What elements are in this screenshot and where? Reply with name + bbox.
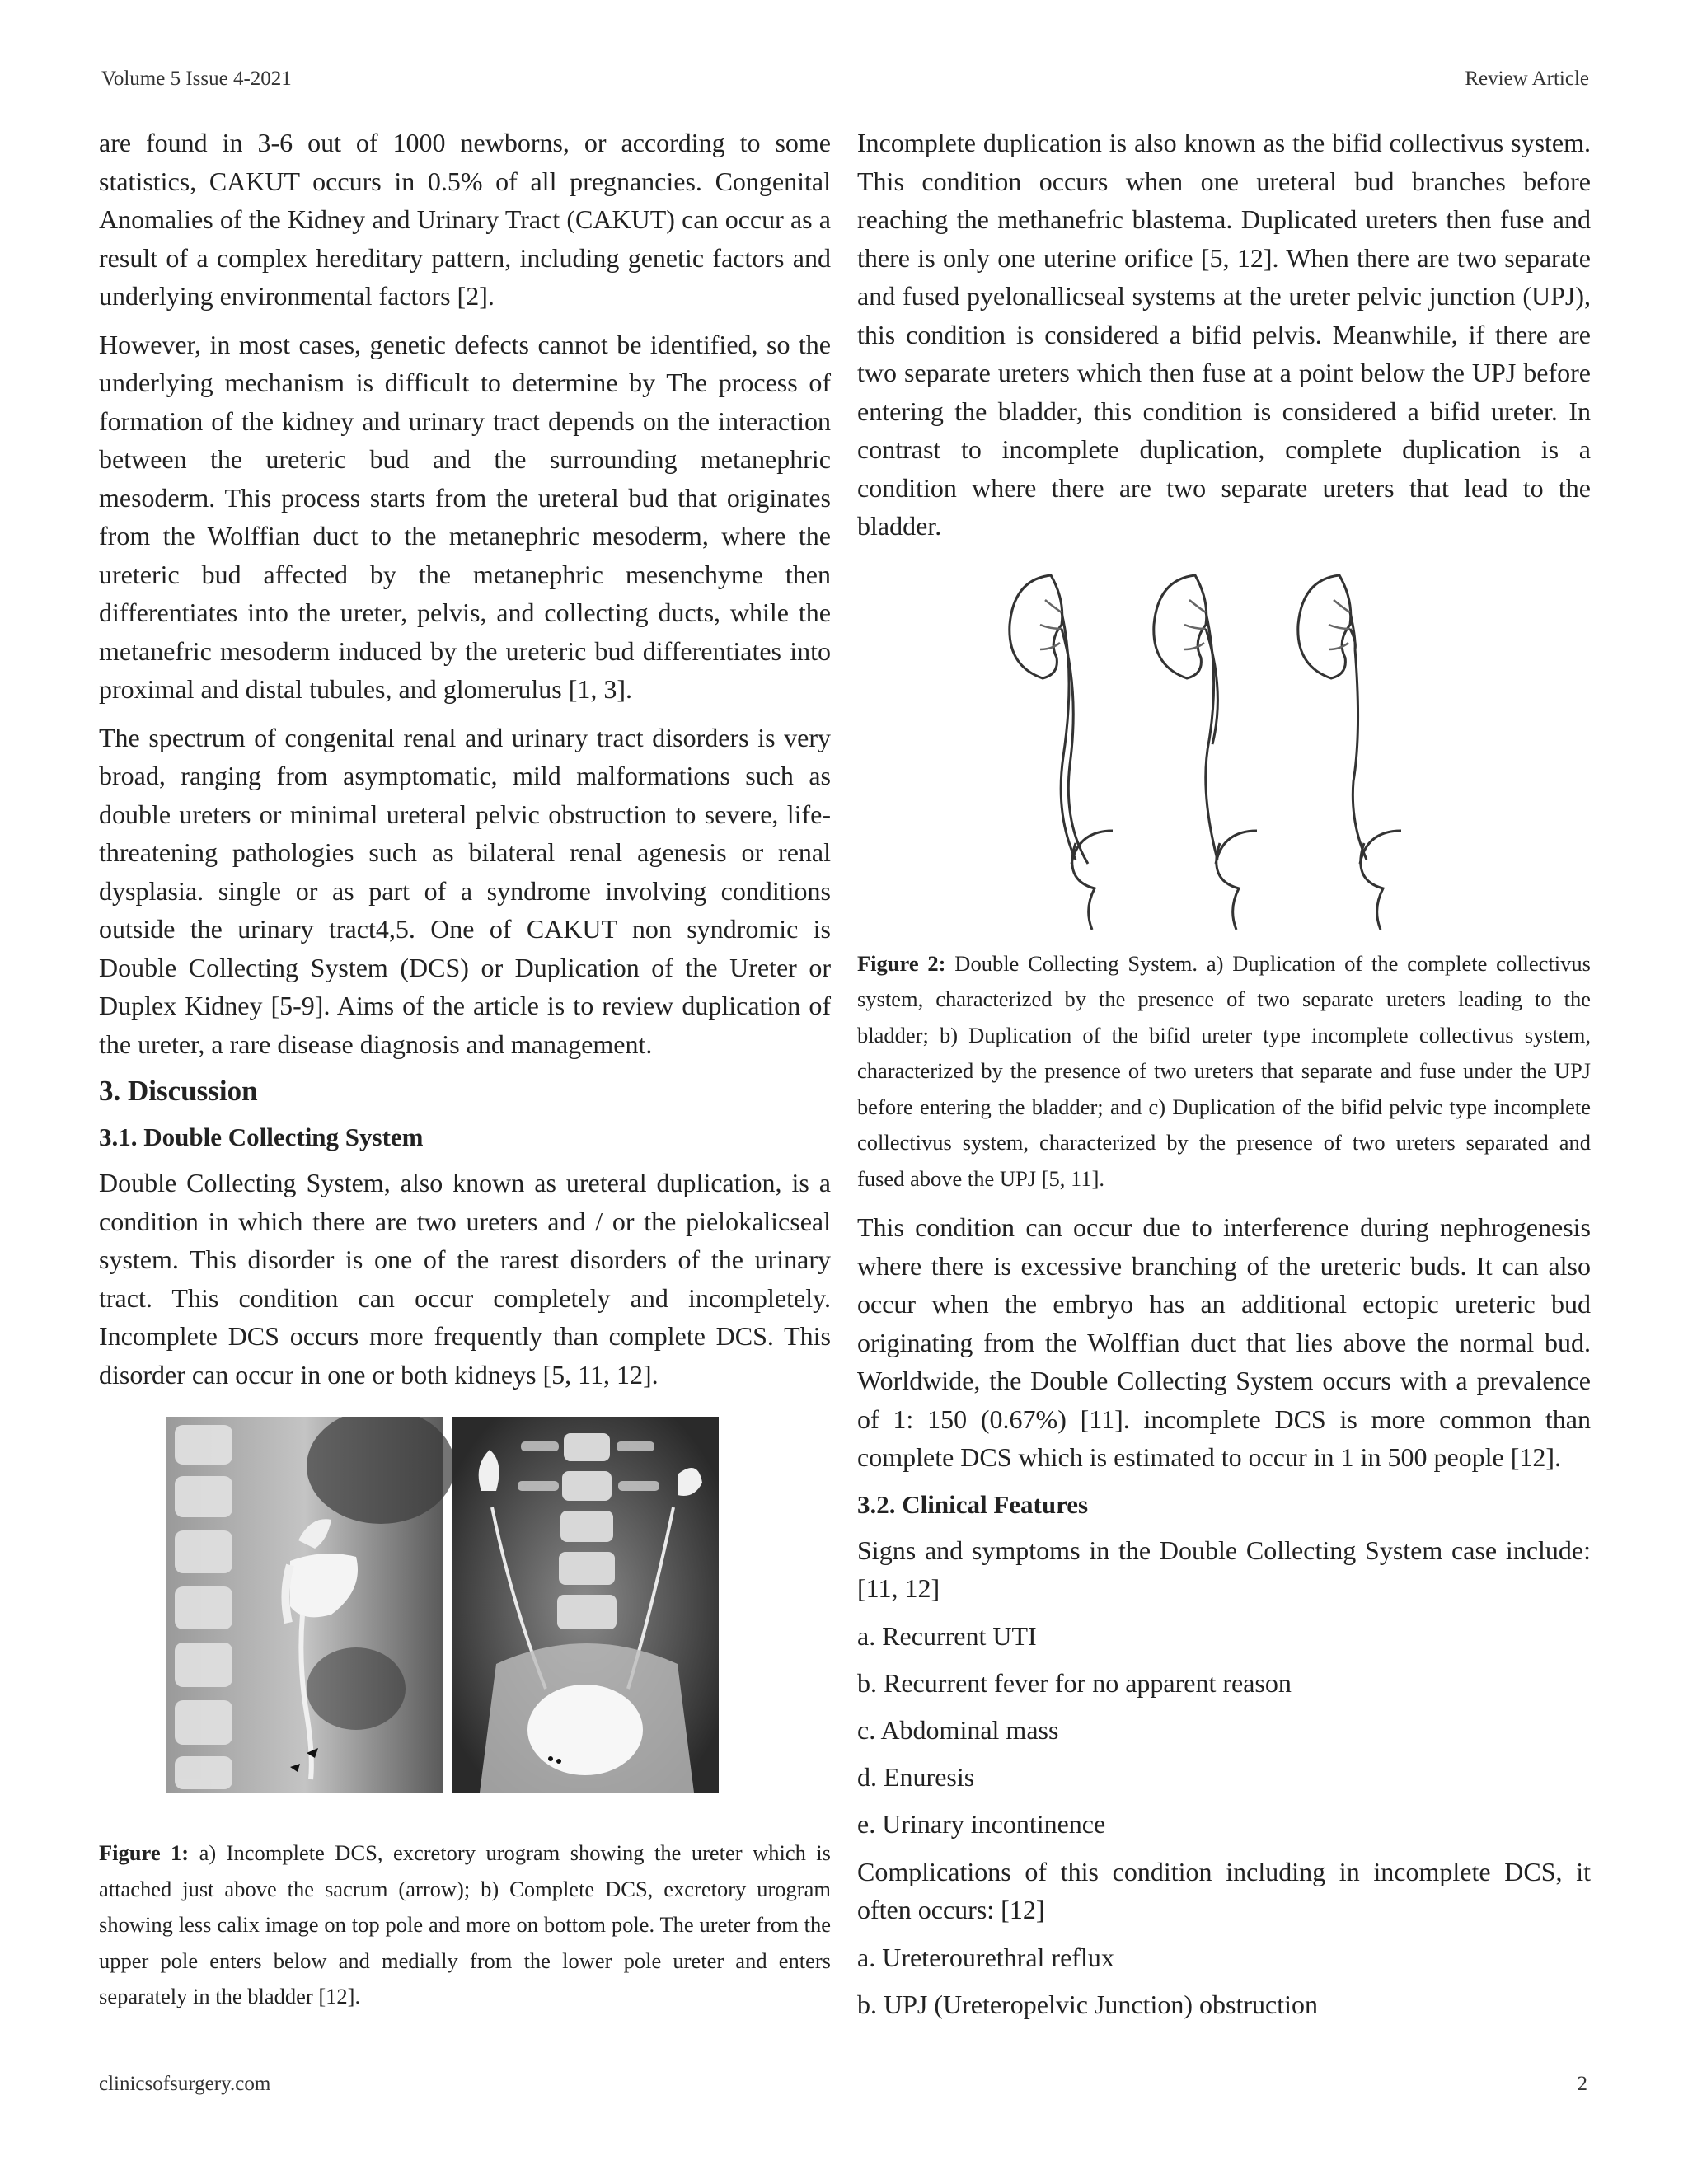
right-column — [857, 124, 1591, 2033]
subsection-heading: 3.2. Clinical Features — [857, 1489, 1089, 1519]
list-item: b. UPJ (Ureteropelvic Junction) obstruction — [857, 1989, 1318, 2019]
list-item: a. Ureterourethral reflux — [857, 1942, 1114, 1972]
section-heading: 3. Discussion — [99, 1075, 258, 1107]
left-column — [99, 124, 831, 2027]
paragraph: However, in most cases, genetic defects cannot be identified, so the underlying mechanism is difficult to determine by The process of formation of the kidney and urinary tract depends on the interaction between the ureteric bud and the surrounding metanephric mesoderm. This process starts from the ureteral bud that originates from the Wolffian duct to the metanephric mesoderm, where the ureteric bud affected by the metanephric mesenchyme then differentiates into the ureter, pelvis, and collecting ducts, while the metanefric mesoderm induced by the ureteric bud differentiates into proximal and distal tubules, and glomerulus [1, 3]. — [99, 329, 831, 704]
journal-volume: Volume 5 Issue 4-2021 — [101, 68, 292, 90]
figure-1-caption — [99, 1835, 831, 2015]
footer-site: clinicsofsurgery.com — [99, 2073, 271, 2095]
figure-2-image — [857, 567, 1591, 936]
paragraph: The spectrum of congenital renal and urinary tract disorders is very broad, ranging from asymptomatic, mild malformations such as double ureters or minimal ureteral pelvic obstruction to severe, life-threatening pathologies such as bilateral renal agenesis or renal dysplasia. single or as part of a syndrome involving conditions outside the urinary tract4,5. One of CAKUT non syndromic is Double Collecting System (DCS) or Duplication of the Ureter or Duplex Kidney [5-9]. Aims of the article is to review duplication of the ureter, a rare disease diagnosis and management. — [99, 722, 831, 1059]
page-number: 2 — [1577, 2073, 1587, 2095]
paragraph: Double Collecting System, also known as ureteral duplication, is a condition in which there are two ureters and / or the pielokalicseal system. This disorder is one of the rarest disorders of the urinary tract. This condition can occur completely and incompletely. Incomplete DCS occurs more frequently than complete DCS. This disorder can occur in one or both kidneys [5, 11, 12]. — [99, 1168, 831, 1390]
list-item: c. Abdominal mass — [857, 1714, 1059, 1745]
list-item: e. Urinary incontinence — [857, 1808, 1106, 1839]
figure-1-caption-text: a) Incomplete DCS, excretory urogram showing the ureter which is attached just above the sacrum (arrow); b) Complete DCS, excretory urogram showing less calix image on top pole and more on bottom pole. The ureter from the upper pole enters below and medially from the lower pole ureter and enters separately in the bladder [12]. — [99, 1840, 831, 2008]
diagram-a-complete-duplication — [1010, 575, 1113, 930]
paragraph: This condition can occur due to interference during nephrogenesis where there is excessive branching of the ureteric buds. It can also occur when the embryo has an additional ectopic ureteric bud originating from the Wolffian duct that lies above the normal bud. Worldwide, the Double Collecting System occurs with a prevalence of 1: 150 (0.67%) [11]. incomplete DCS is more common than complete DCS which is estimated to occur in 1 in 500 people [12]. — [857, 1212, 1591, 1472]
figure-2-caption — [857, 946, 1591, 1197]
paragraph: are found in 3-6 out of 1000 newborns, or according to some statistics, CAKUT occurs in 0.5% of all pregnancies. Congenital Anomalies of the Kidney and Urinary Tract (CAKUT) can occur as a result of a complex hereditary pattern, including genetic factors and underlying environmental factors [2]. — [99, 128, 831, 311]
diagram-b-bifid-ureter — [1154, 575, 1257, 930]
figure-1-image — [99, 1417, 831, 1796]
subsection-heading: 3.1. Double Collecting System — [99, 1122, 424, 1151]
duplication-diagrams — [997, 567, 1451, 930]
figure-2-caption-text: Double Collecting System. a) Duplication of the complete collectivus system, characterized by the presence of two separate ureters leading to the bladder; b) Duplication of the bifid ureter type incomplete collectivus system, characterized by the presence of two ureters that separate and fuse under the UPJ before entering the bladder; and c) Duplication of the bifid pelvic type incomplete collectivus system, characterized by the presence of two ureters separated and fused above the UPJ [5, 11]. — [857, 950, 1591, 1191]
list-item: a. Recurrent UTI — [857, 1620, 1037, 1651]
paragraph: Incomplete duplication is also known as the bifid collectivus system. This condition occurs when one ureteral bud branches before reaching the methanefric blastema. Duplicated ureters then fuse and there is only one uterine orifice [5, 12]. When there are two separate and fused pyelonallicseal systems at the ureter pelvic junction (UPJ), this condition is considered a bifid pelvis. Meanwhile, if there are two separate ureters which then fuse at a point below the UPJ before entering the bladder, this condition is considered a bifid ureter. In contrast to incomplete duplication, complete duplication is a condition where there are two separate ureters that lead to the bladder. — [857, 128, 1591, 541]
xray-urograms — [166, 1417, 719, 1793]
list-item: b. Recurrent fever for no apparent reason — [857, 1667, 1292, 1698]
paragraph: Signs and symptoms in the Double Collecting System case include: [11, 12] — [857, 1535, 1591, 1603]
diagram-c-bifid-pelvis — [1298, 575, 1401, 930]
paragraph: Complications of this condition including in incomplete DCS, it often occurs: [12] — [857, 1856, 1591, 1924]
figure-2-label: Figure 2: — [857, 950, 946, 976]
figure-1-label: Figure 1: — [99, 1840, 190, 1865]
list-item: d. Enuresis — [857, 1761, 975, 1792]
article-type: Review Article — [1465, 68, 1589, 90]
